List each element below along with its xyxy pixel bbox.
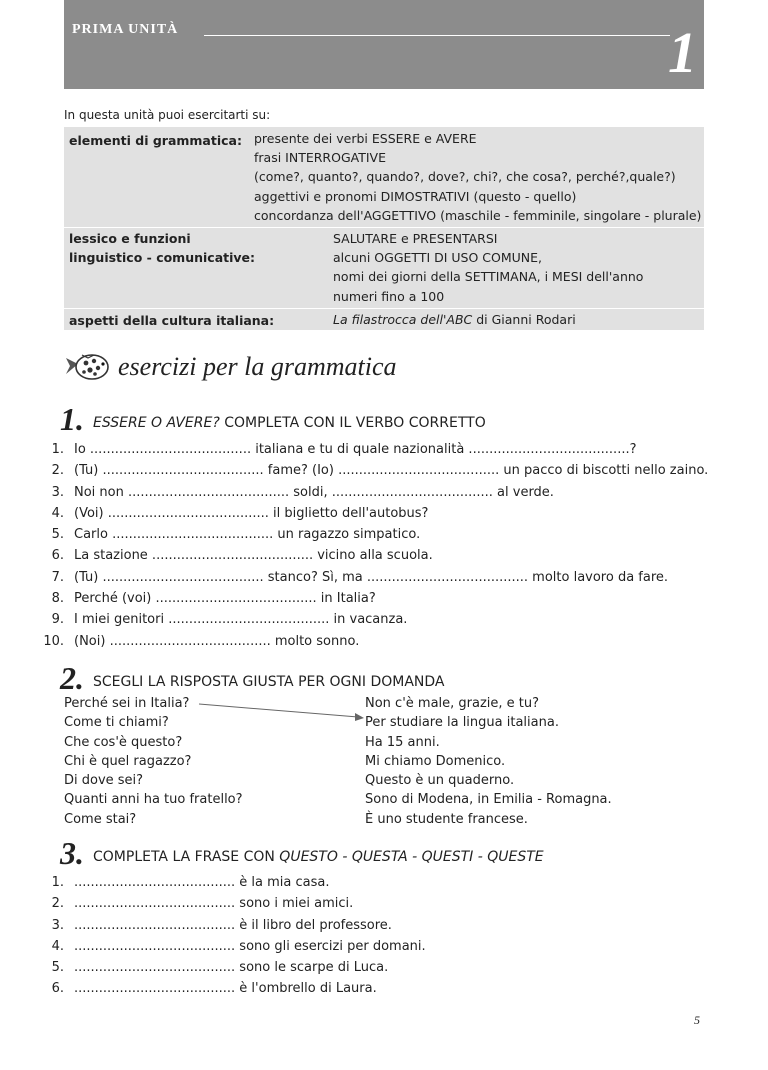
header-rule <box>204 35 670 36</box>
item-number: 10. <box>43 633 64 649</box>
list-item <box>40 611 708 632</box>
list-item <box>40 462 708 483</box>
list-item <box>40 547 708 568</box>
grammar-label: elementi di grammatica: <box>69 133 242 148</box>
item-number: 5. <box>51 527 64 543</box>
item-text: (Noi) ....................................... molto sonno. <box>74 633 360 649</box>
answer-item: Sono di Modena, in Emilia - Romagna. <box>365 792 612 808</box>
answer-item: Ha 15 anni. <box>365 734 440 750</box>
lexicon-item: numeri fino a 100 <box>333 289 445 304</box>
exercise-title: SCEGLI LA RISPOSTA GIUSTA PER OGNI DOMANDA <box>93 674 445 690</box>
item-text: ....................................... sono le scarpe di Luca. <box>74 960 389 976</box>
answer-item: È uno studente francese. <box>365 811 528 827</box>
example-arrow-icon <box>198 700 366 722</box>
grammar-item: frasi INTERROGATIVE <box>254 150 386 165</box>
culture-item <box>333 312 576 328</box>
item-number: 8. <box>51 591 64 607</box>
item-number: 4. <box>51 505 64 521</box>
item-text: Perché (voi) ....................................... in Italia? <box>74 591 376 607</box>
list-item <box>40 590 708 611</box>
item-number: 2. <box>51 896 64 912</box>
grammar-item: aggettivi e pronomi DIMOSTRATIVI (questo - quello) <box>254 189 577 204</box>
exercise-1-list <box>40 441 708 654</box>
item-number: 1. <box>51 442 64 457</box>
lexicon-label: linguistico - comunicative: <box>69 250 256 265</box>
question-item: Che cos'è questo? <box>64 734 183 750</box>
list-item <box>40 505 708 526</box>
answer-item: Non c'è male, grazie, e tu? <box>365 696 540 711</box>
unit-header-band <box>64 0 704 89</box>
exercise-title-rest: COMPLETA CON IL VERBO CORRETTO <box>219 415 486 431</box>
lexicon-item: nomi dei giorni della SETTIMANA, i MESI dell'anno <box>333 269 644 284</box>
item-number: 6. <box>51 548 64 564</box>
list-item <box>40 938 426 959</box>
item-number: 3. <box>51 484 64 500</box>
exercise-number: 3. <box>60 835 84 871</box>
section-title: esercizi per la grammatica <box>118 352 397 381</box>
item-text: Carlo ....................................... un ragazzo simpatico. <box>74 527 421 543</box>
answer-item: Mi chiamo Domenico. <box>365 753 506 769</box>
item-text: ....................................... è il libro del professore. <box>74 917 392 933</box>
question-item: Perché sei in Italia? <box>64 696 190 711</box>
item-number: 1. <box>51 875 64 890</box>
exercise-title <box>93 849 544 865</box>
exercise-number: 1. <box>60 401 84 437</box>
item-number: 2. <box>51 463 64 479</box>
question-item: Quanti anni ha tuo fratello? <box>64 792 243 808</box>
item-text: ....................................... è la mia casa. <box>74 875 330 890</box>
question-item: Come stai? <box>64 811 137 827</box>
lexicon-item: SALUTARE e PRESENTARSI <box>333 231 498 246</box>
fish-icon <box>64 352 110 384</box>
exercise-number: 2. <box>60 660 84 696</box>
box-divider <box>64 227 704 228</box>
lexicon-label: lessico e funzioni <box>69 231 191 246</box>
culture-title: La filastrocca dell'ABC <box>333 312 473 327</box>
box-divider <box>64 308 704 309</box>
item-text: (Tu) ....................................... fame? (Io) ....................................... un pacco di biscotti nello zaino. <box>74 463 709 479</box>
list-item <box>40 633 708 654</box>
list-item <box>40 569 708 590</box>
exercise-3-list <box>40 874 426 1002</box>
question-item: Di dove sei? <box>64 773 144 789</box>
list-item <box>40 895 426 916</box>
question-item: Chi è quel ragazzo? <box>64 753 192 769</box>
list-item <box>40 874 426 895</box>
item-text: ....................................... è l'ombrello di Laura. <box>74 981 377 997</box>
culture-author: di Gianni Rodari <box>472 312 576 327</box>
list-item <box>40 959 426 980</box>
item-text: (Voi) ....................................... il biglietto dell'autobus? <box>74 505 429 521</box>
item-number: 6. <box>51 981 64 997</box>
list-item <box>40 980 426 1001</box>
item-text: Io ....................................... italiana e tu di quale nazionalità .......................................? <box>74 442 637 457</box>
list-item <box>40 917 426 938</box>
unit-number: 1 <box>668 20 697 85</box>
grammar-item: concordanza dell'AGGETTIVO (maschile - femminile, singolare - plurale) <box>254 208 702 223</box>
item-text: ....................................... sono gli esercizi per domani. <box>74 938 426 954</box>
intro-text: In questa unità puoi esercitarti su: <box>64 108 271 122</box>
question-item: Come ti chiami? <box>64 715 169 731</box>
list-item <box>40 484 708 505</box>
exercise-title-start: COMPLETA LA FRASE CON <box>93 849 280 865</box>
exercise-title-italic: ESSERE O AVERE? <box>93 415 220 431</box>
item-number: 7. <box>51 569 64 585</box>
item-text: Noi non ....................................... soldi, ....................................... al verde. <box>74 484 554 500</box>
unit-title: PRIMA UNITÀ <box>72 22 179 37</box>
item-text: I miei genitori ....................................... in vacanza. <box>74 612 408 628</box>
culture-label: aspetti della cultura italiana: <box>69 313 275 328</box>
list-item <box>40 441 708 462</box>
exercise-title <box>93 415 486 431</box>
lexicon-item: alcuni OGGETTI DI USO COMUNE, <box>333 250 543 265</box>
grammar-item: presente dei verbi ESSERE e AVERE <box>254 131 477 146</box>
answer-item: Per studiare la lingua italiana. <box>365 715 559 731</box>
list-item <box>40 526 708 547</box>
exercise-title-italic: QUESTO - QUESTA - QUESTI - QUESTE <box>279 849 544 865</box>
answers-column <box>365 696 612 831</box>
item-number: 5. <box>51 960 64 976</box>
item-number: 3. <box>51 917 64 933</box>
item-text: La stazione ....................................... vicino alla scuola. <box>74 548 433 564</box>
item-text: ....................................... sono i miei amici. <box>74 896 354 912</box>
item-number: 9. <box>51 612 64 628</box>
grammar-item: (come?, quanto?, quando?, dove?, chi?, che cosa?, perché?,quale?) <box>254 169 676 184</box>
item-text: (Tu) ....................................... stanco? Sì, ma ....................................... molto lavoro da fare. <box>74 569 669 585</box>
answer-item: Questo è un quaderno. <box>365 773 515 789</box>
page-number: 5 <box>694 1013 700 1027</box>
item-number: 4. <box>51 938 64 954</box>
